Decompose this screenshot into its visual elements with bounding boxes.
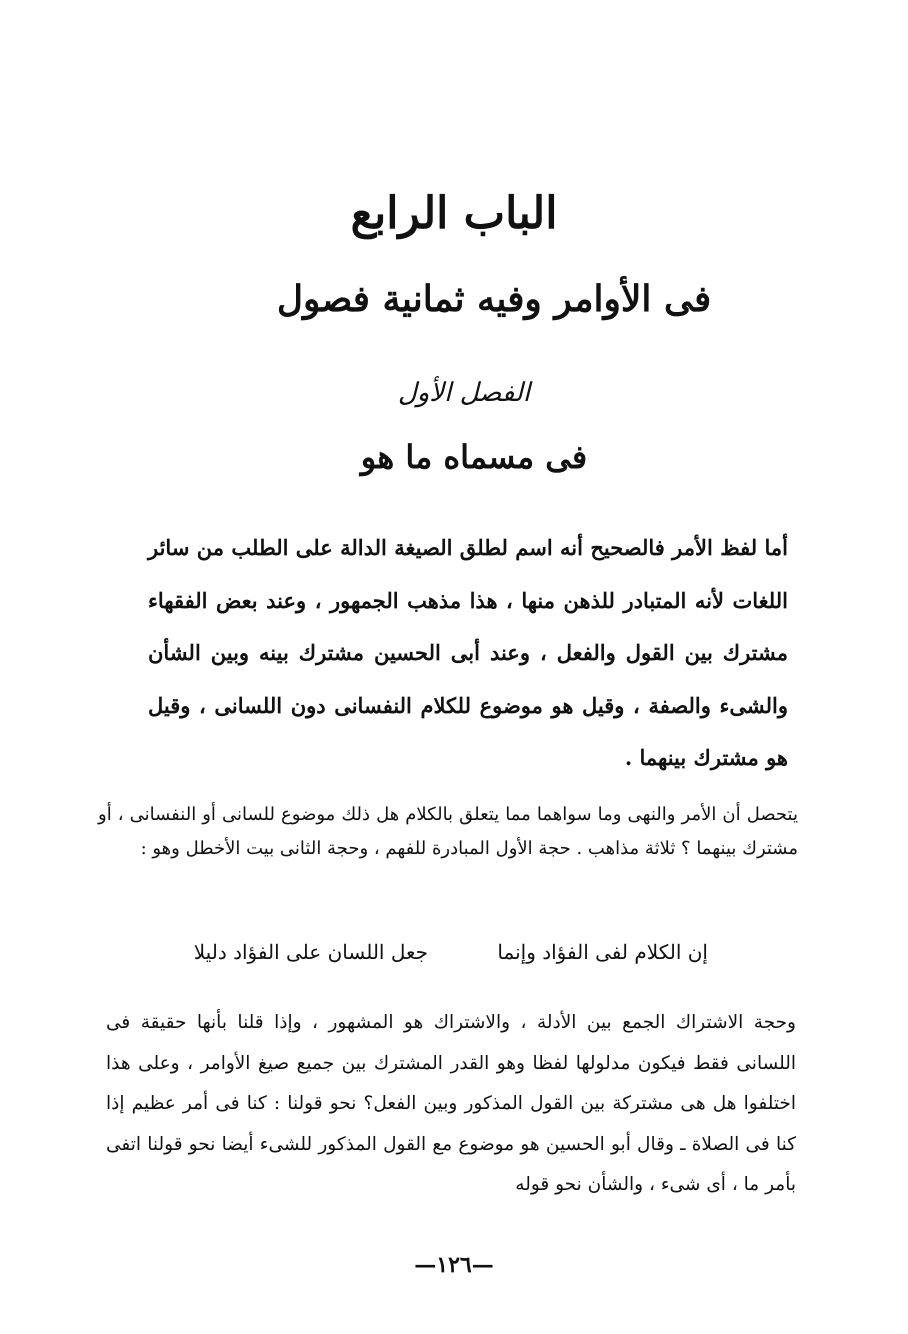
chapter-title: الباب الرابع xyxy=(350,188,558,239)
page-number: —١٢٦— xyxy=(414,1252,494,1278)
verse-hemistich-second: جعل اللسان على الفؤاد دليلا xyxy=(193,940,428,964)
paragraph-2: يتحصل أن الأمر والنهى وما سواهما مما يتعلق بالكلام هل ذلك موضوع للسانى أو النفسانى ، أو مشترك بينهما ؟ ثلاثة مذاهب . حجة الأول المبادرة للفهم ، وحجة الثانى بيت الأخطل وهو : xyxy=(98,804,798,859)
paragraph-1: أما لفظ الأمر فالصحيح أنه اسم لطلق الصيغة الدالة على الطلب من سائر اللغات لأنه المتبادر للذهن منها ، هذا مذهب الجمهور ، وعند بعض الفقهاء مشترك بين القول والفعل ، وعند أبى الحسين مشترك بينه وبين الشأن والشىء والصفة ، وقيل هو موضوع للكلام النفسانى دون اللسانى ، وقيل هو مشترك بينهما . xyxy=(148,535,788,770)
verse-hemistich-first: إن الكلام لفى الفؤاد وإنما xyxy=(497,940,708,964)
section-label: الفصل الأول xyxy=(397,378,531,408)
paragraph-3: وحجة الاشتراك الجمع بين الأدلة ، والاشتراك هو المشهور ، وإذا قلنا بأنها حقيقة فى اللسانى فقط فيكون مدلولها لفظا وهو القدر المشترك بين جميع صيغ الأوامر ، وعلى هذا اختلفوا هل هى مشتركة بين القول المذكور وبين الفعل؟ نحو قولنا : كنا فى أمر عظيم إذا كنا فى الصلاة ـ وقال أبو الحسين هو موضوع مع القول المذكور للشىء أيضا نحو قولنا اتفى بأمر ما ، أى شىء ، والشأن نحو قوله xyxy=(106,1012,796,1195)
chapter-subtitle: فى الأوامر وفيه ثمانية فصول xyxy=(276,278,712,320)
section-subtitle: فى مسماه ما هو xyxy=(360,438,588,476)
